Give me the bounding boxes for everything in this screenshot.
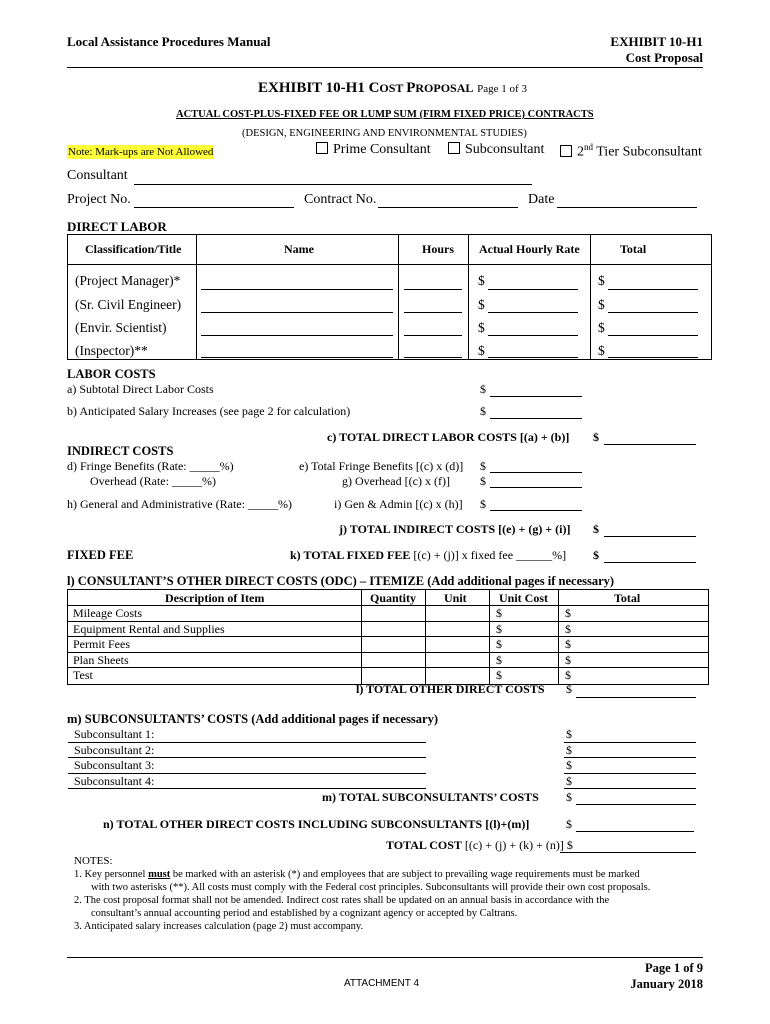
odc-item: Permit Fees xyxy=(73,637,130,651)
odc-col-unit-cost: Unit Cost xyxy=(499,591,549,605)
rate-dollar: $ xyxy=(478,273,485,288)
note-1 xyxy=(74,869,640,880)
indirect-h: h) General and Administrative (Rate: _____%) xyxy=(67,497,292,511)
note-1-text: be marked with an asterisk (*) and employees that are subject to prevailing wage requirements must be marked xyxy=(170,869,640,880)
name-field[interactable] xyxy=(201,312,393,313)
indirect-g-dollar: $ xyxy=(480,474,486,488)
n-total-dollar: $ xyxy=(566,817,572,831)
form-title xyxy=(258,80,527,97)
subs-total-dollar: $ xyxy=(566,790,572,804)
subs-total: m) TOTAL SUBCONSULTANTS’ COSTS xyxy=(322,790,539,804)
role-prime-label: Prime Consultant xyxy=(333,142,431,157)
sub-item: Subconsultant 1: xyxy=(74,727,155,741)
project-label: Project No. xyxy=(67,192,131,207)
fixed-fee-k-label: k) TOTAL FIXED FEE xyxy=(290,548,411,562)
sub-field[interactable] xyxy=(68,773,426,774)
labor-row-title: (Sr. Civil Engineer) xyxy=(75,297,182,312)
footer-date: January 2018 xyxy=(630,977,703,991)
labor-row-title: (Envir. Scientist) xyxy=(75,320,167,335)
labor-c-text: c) TOTAL DIRECT LABOR COSTS [(a) + (b)] xyxy=(327,430,570,444)
odc-item: Plan Sheets xyxy=(73,653,129,667)
sub-field[interactable] xyxy=(68,757,426,758)
rate-field[interactable] xyxy=(488,312,578,313)
title-part: OST xyxy=(379,81,407,95)
manual-title: Local Assistance Procedures Manual xyxy=(67,34,271,49)
footer-page: Page 1 of 9 xyxy=(645,961,703,975)
tier-suffix: nd xyxy=(584,142,593,152)
indirect-i-field[interactable] xyxy=(490,510,582,511)
sub-amount-field[interactable] xyxy=(564,757,696,758)
odc-heading: l) CONSULTANT’S OTHER DIRECT COSTS (ODC) – ITEMIZE (Add additional pages if necessary) xyxy=(67,574,615,588)
rate-field[interactable] xyxy=(488,357,578,358)
odc-total-field[interactable] xyxy=(576,697,696,698)
col-divider xyxy=(590,235,591,359)
odc-unit-dollar: $ xyxy=(496,668,502,682)
labor-b-field[interactable] xyxy=(490,418,582,419)
odc-total-dollar: $ xyxy=(565,668,571,682)
note-3: 3. Anticipated salary increases calculation (page 2) must accompany. xyxy=(74,921,364,932)
contract-label: Contract No. xyxy=(304,192,377,207)
total-field[interactable] xyxy=(608,289,698,290)
labor-header-rule xyxy=(68,264,711,265)
sub-item: Subconsultant 4: xyxy=(74,774,155,788)
sub-dollar: $ xyxy=(566,774,572,788)
exhibit-label: EXHIBIT 10-H1 xyxy=(610,34,703,49)
odc-col-desc: Description of Item xyxy=(165,591,265,605)
total-cost-field[interactable] xyxy=(560,852,696,853)
odc-col-total: Total xyxy=(614,591,641,605)
col-divider xyxy=(468,235,469,359)
labor-c xyxy=(327,430,569,445)
odc-row-rule xyxy=(67,667,709,668)
sub-checkbox[interactable] xyxy=(448,142,460,154)
sub-item: Subconsultant 2: xyxy=(74,743,155,757)
title-page: Page 1 of 3 xyxy=(477,83,527,95)
subs-heading-text: m) SUBCONSULTANTS’ COSTS (Add additional pages if necessary) xyxy=(67,712,439,726)
project-field[interactable] xyxy=(134,207,294,208)
hours-field[interactable] xyxy=(404,335,462,336)
fixed-fee-k xyxy=(290,548,566,563)
title-part: ROPOSAL xyxy=(415,81,474,95)
indirect-g-field[interactable] xyxy=(490,487,582,488)
note-2: 2. The cost proposal format shall not be amended. Indirect cost rates shall be updated on an annual basis in accordance with the xyxy=(74,895,610,906)
direct-labor-table xyxy=(67,234,712,360)
subs-heading xyxy=(67,712,438,727)
exhibit-subtitle: Cost Proposal xyxy=(625,50,703,65)
name-field[interactable] xyxy=(201,289,393,290)
indirect-d1: d) Fringe Benefits (Rate: _____%) xyxy=(67,459,234,473)
odc-col-unit: Unit xyxy=(444,591,467,605)
hours-field[interactable] xyxy=(404,289,462,290)
sub-item: Subconsultant 3: xyxy=(74,758,155,772)
labor-row-title: (Project Manager)* xyxy=(75,273,181,288)
total-cost-label: TOTAL COST xyxy=(386,838,462,852)
indirect-heading: INDIRECT COSTS xyxy=(67,444,174,458)
total-dollar: $ xyxy=(598,343,605,358)
title-part: P xyxy=(406,80,416,96)
sub-amount-field[interactable] xyxy=(564,742,696,743)
indirect-e: e) Total Fringe Benefits [(c) x (d)] xyxy=(299,459,464,473)
odc-total-dollar: $ xyxy=(565,653,571,667)
odc-total-dollar: $ xyxy=(565,622,571,636)
rate-dollar: $ xyxy=(478,343,485,358)
role-sub[interactable] xyxy=(448,142,544,158)
sub-dollar: $ xyxy=(566,758,572,772)
total-dollar: $ xyxy=(598,273,605,288)
indirect-g: g) Overhead [(c) x (f)] xyxy=(342,474,450,488)
n-total-field[interactable] xyxy=(576,831,694,832)
sub-amount-field[interactable] xyxy=(564,788,696,789)
odc-item: Mileage Costs xyxy=(73,606,142,620)
tier-number: 2 xyxy=(577,144,584,160)
labor-b: b) Anticipated Salary Increases (see page 2 for calculation) xyxy=(67,404,351,418)
total-cost-dollar: $ xyxy=(566,838,573,852)
labor-a: a) Subtotal Direct Labor Costs xyxy=(67,382,214,396)
odc-unit-dollar: $ xyxy=(496,637,502,651)
col-rate: Actual Hourly Rate xyxy=(479,242,580,256)
hours-field[interactable] xyxy=(404,357,462,358)
sub-field[interactable] xyxy=(68,742,426,743)
fixed-fee-dollar: $ xyxy=(593,548,599,562)
col-divider xyxy=(196,235,197,359)
labor-row-title: (Inspector)** xyxy=(75,343,148,358)
study-type: (DESIGN, ENGINEERING AND ENVIRONMENTAL STUDIES) xyxy=(242,128,527,139)
name-field[interactable] xyxy=(201,357,393,358)
role-tier2[interactable] xyxy=(560,142,702,161)
hours-field[interactable] xyxy=(404,312,462,313)
rate-dollar: $ xyxy=(478,320,485,335)
tier2-checkbox[interactable] xyxy=(560,145,572,157)
n-total: n) TOTAL OTHER DIRECT COSTS INCLUDING SUBCONSULTANTS [(l)+(m)] xyxy=(103,817,530,831)
indirect-e-dollar: $ xyxy=(480,459,486,473)
indirect-j-dollar: $ xyxy=(593,522,599,536)
rate-dollar: $ xyxy=(478,297,485,312)
col-total: Total xyxy=(620,242,647,256)
odc-table xyxy=(67,589,709,685)
indirect-i: i) Gen & Admin [(c) x (h)] xyxy=(334,497,463,511)
total-field[interactable] xyxy=(608,357,698,358)
attachment-label: ATTACHMENT 4 xyxy=(344,978,420,989)
indirect-d2: Overhead (Rate: _____%) xyxy=(90,474,216,488)
total-dollar: $ xyxy=(598,320,605,335)
note-1-cont: with two asterisks (**). All costs must comply with the Federal cost principles. Subconsultants will provide their own cost proposals. xyxy=(91,882,651,893)
contract-field[interactable] xyxy=(378,207,518,208)
sub-dollar: $ xyxy=(566,743,572,757)
tier-label: Tier Subconsultant xyxy=(593,144,702,160)
header-rule xyxy=(67,67,703,68)
fixed-fee-heading: FIXED FEE xyxy=(67,548,134,562)
indirect-j-field[interactable] xyxy=(604,536,696,537)
notes-heading: NOTES: xyxy=(74,855,113,867)
consultant-field[interactable] xyxy=(134,184,532,185)
role-prime[interactable] xyxy=(316,142,431,158)
labor-a-dollar: $ xyxy=(480,382,486,396)
odc-unit-dollar: $ xyxy=(496,653,502,667)
prime-checkbox[interactable] xyxy=(316,142,328,154)
odc-col-qty: Quantity xyxy=(370,591,417,605)
date-field[interactable] xyxy=(557,207,697,208)
sub-amount-field[interactable] xyxy=(564,773,696,774)
indirect-e-field[interactable] xyxy=(490,472,582,473)
fixed-fee-field[interactable] xyxy=(604,562,696,563)
indirect-j: j) TOTAL INDIRECT COSTS [(e) + (g) + (i)] xyxy=(339,522,571,536)
sub-dollar: $ xyxy=(566,727,572,741)
rate-field[interactable] xyxy=(488,289,578,290)
role-sub-label: Subconsultant xyxy=(465,142,545,157)
labor-c-dollar: $ xyxy=(593,430,599,444)
name-field[interactable] xyxy=(201,335,393,336)
odc-item: Equipment Rental and Supplies xyxy=(73,622,225,636)
odc-item: Test xyxy=(73,668,93,682)
col-classification: Classification/Title xyxy=(85,242,182,256)
footer-rule xyxy=(67,957,703,958)
labor-c-field[interactable] xyxy=(604,444,696,445)
total-field[interactable] xyxy=(608,335,698,336)
note-1-must: must xyxy=(148,869,171,880)
col-divider xyxy=(398,235,399,359)
total-cost-formula: [(c) + (j) + (k) + (n)] xyxy=(464,838,564,852)
date-label: Date xyxy=(528,192,555,207)
labor-a-field[interactable] xyxy=(490,396,582,397)
col-hours: Hours xyxy=(422,242,455,256)
note-1-text: 1. Key personnel xyxy=(74,869,149,880)
odc-unit-dollar: $ xyxy=(496,606,502,620)
odc-total: l) TOTAL OTHER DIRECT COSTS xyxy=(356,682,545,696)
indirect-i-dollar: $ xyxy=(480,497,486,511)
sub-field[interactable] xyxy=(68,788,426,789)
markup-note: Note: Mark-ups are Not Allowed xyxy=(68,146,214,158)
rate-field[interactable] xyxy=(488,335,578,336)
consultant-label: Consultant xyxy=(67,168,128,183)
note-2-cont: consultant’s annual accounting period and established by a cognizant agency or accepted by Caltrans. xyxy=(91,908,518,919)
odc-row-rule xyxy=(67,652,709,653)
subs-total-field[interactable] xyxy=(576,804,696,805)
odc-total-dollar: $ xyxy=(565,637,571,651)
labor-costs-heading: LABOR COSTS xyxy=(67,367,156,381)
title-part: EXHIBIT 10-H1 C xyxy=(258,80,380,96)
direct-labor-heading: DIRECT LABOR xyxy=(67,219,167,234)
total-cost xyxy=(386,838,573,853)
fixed-fee-k-formula: [(c) + (j)] x fixed fee ______%] xyxy=(413,548,567,562)
odc-total-dollar: $ xyxy=(565,606,571,620)
contract-type: ACTUAL COST-PLUS-FIXED FEE OR LUMP SUM (FIRM FIXED PRICE) CONTRACTS xyxy=(176,109,594,120)
total-dollar: $ xyxy=(598,297,605,312)
total-field[interactable] xyxy=(608,312,698,313)
odc-total-dollar-sign: $ xyxy=(566,682,572,696)
odc-unit-dollar: $ xyxy=(496,622,502,636)
col-name: Name xyxy=(284,242,314,256)
labor-b-dollar: $ xyxy=(480,404,486,418)
